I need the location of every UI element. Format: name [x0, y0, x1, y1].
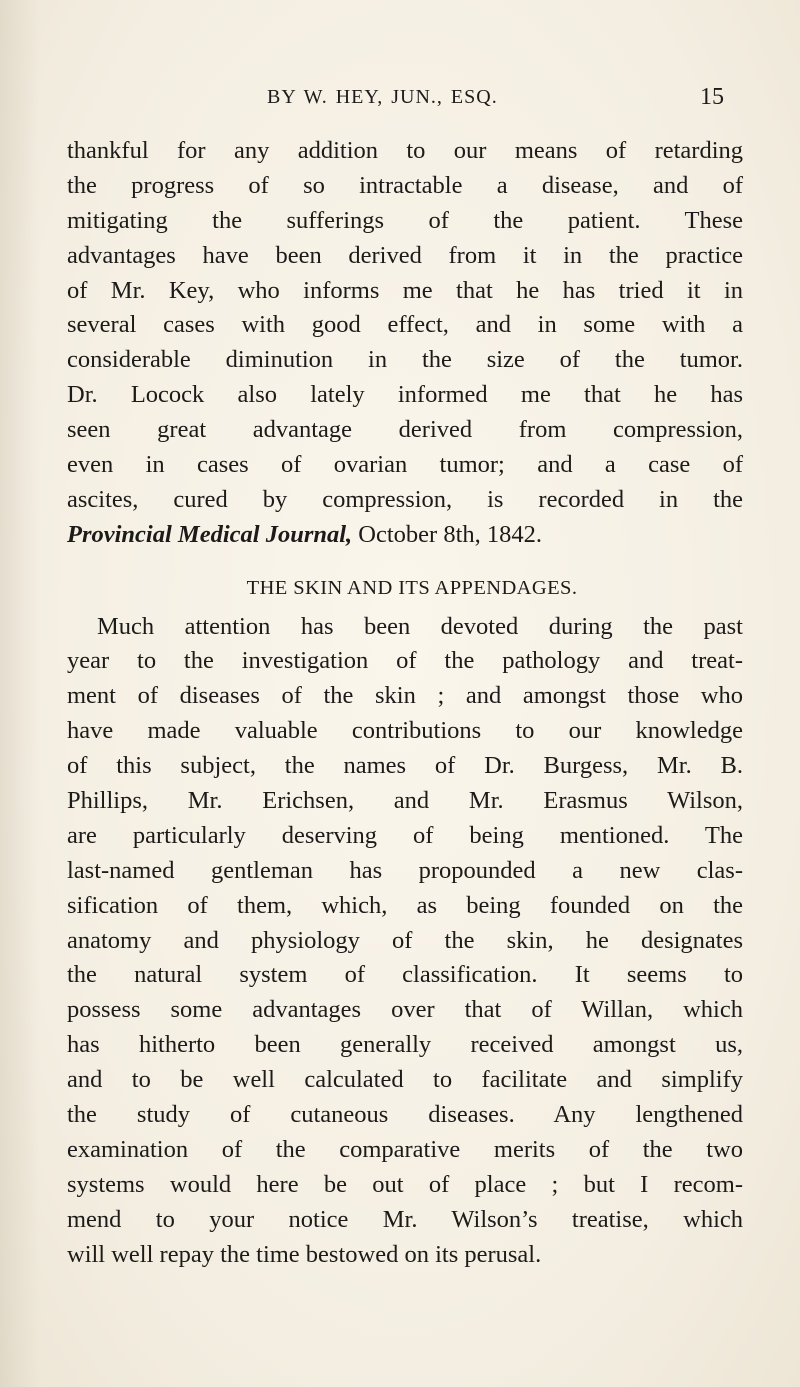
- text-line: the natural system of classification. It seems to: [67, 961, 743, 989]
- text-line: the progress of so intractable a disease, and of: [67, 171, 743, 199]
- text-line: even in cases of ovarian tumor; and a case of: [67, 451, 743, 479]
- text-line: year to the investigation of the pathology and treat-: [67, 647, 743, 675]
- text-line: of Mr. Key, who informs me that he has tried it in: [67, 276, 743, 304]
- journal-title: Provincial Medical Journal,: [67, 520, 353, 548]
- text-line: ment of diseases of the skin ; and amongst those who: [67, 682, 743, 710]
- text-line: advantages have been derived from it in the practice: [67, 241, 743, 269]
- text-line: last-named gentleman has propounded a new clas-: [67, 856, 743, 884]
- text-line: mend to your notice Mr. Wilson’s treatise, which: [67, 1205, 743, 1233]
- text-line: anatomy and physiology of the skin, he designates: [67, 926, 743, 954]
- text-line: thankful for any addition to our means of retarding: [67, 137, 743, 164]
- text-line: sification of them, which, as being founded on the: [67, 891, 743, 919]
- text-line: several cases with good effect, and in some with a: [67, 311, 743, 339]
- text-line: have made valuable contributions to our knowledge: [67, 717, 743, 745]
- paragraph-2: [67, 610, 743, 1273]
- section-heading: THE SKIN AND ITS APPENDAGES.: [246, 576, 578, 599]
- text-line: ascites, cured by compression, is recorded in the: [67, 485, 743, 513]
- paragraph-1: [67, 134, 743, 553]
- text-line: are particularly deserving of being mentioned. The: [67, 821, 743, 849]
- text-line: Phillips, Mr. Erichsen, and Mr. Erasmus Wilson,: [67, 787, 743, 815]
- text-line: has hitherto been generally received amongst us,: [67, 1031, 743, 1059]
- text-line: systems would here be out of place ; but I recom-: [67, 1170, 743, 1198]
- text-line: will well repay the time bestowed on its perusal.: [67, 1240, 542, 1268]
- running-title: BY W. HEY, JUN., ESQ.: [267, 86, 498, 108]
- text-line: considerable diminution in the size of the tumor.: [67, 346, 743, 374]
- page-number: 15: [700, 84, 724, 110]
- text-line: examination of the comparative merits of the two: [67, 1135, 743, 1163]
- text-line: the study of cutaneous diseases. Any lengthened: [67, 1101, 743, 1129]
- journal-date: October 8th, 1842.: [352, 520, 543, 548]
- running-head: [0, 86, 800, 116]
- text-line: Much attention has been devoted during the past: [97, 612, 743, 640]
- page-edge-shadow: [0, 0, 40, 1387]
- text-line: mitigating the sufferings of the patient. These: [67, 206, 743, 234]
- text-line-last: [67, 518, 743, 553]
- body-text: [67, 134, 743, 1273]
- text-line: Dr. Locock also lately informed me that he has: [67, 381, 743, 409]
- text-line: seen great advantage derived from compression,: [67, 416, 743, 444]
- text-line: and to be well calculated to facilitate and simplify: [67, 1066, 743, 1094]
- text-line: of this subject, the names of Dr. Burgess, Mr. B.: [67, 752, 743, 780]
- text-line: possess some advantages over that of Willan, which: [67, 996, 743, 1024]
